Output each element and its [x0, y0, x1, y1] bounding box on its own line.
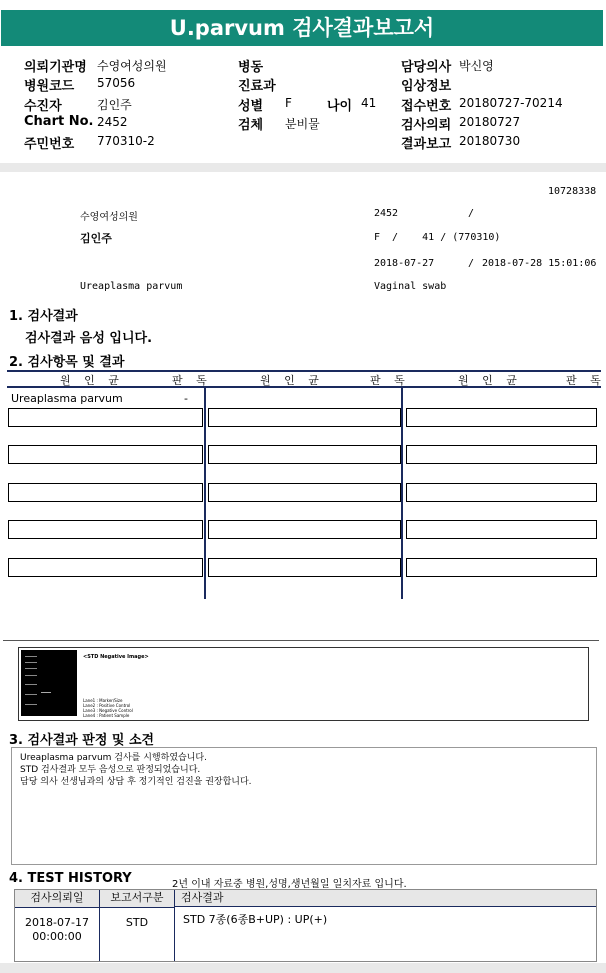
summary-slash-1: /: [468, 208, 475, 219]
hospital-code-value: 57056: [97, 76, 136, 90]
patient-label: 수진자: [24, 99, 62, 114]
grid-divider-1: [204, 386, 206, 599]
hospital-code-label: 병원코드: [24, 79, 75, 94]
empty-cell: [8, 483, 203, 502]
row1-organism: Ureaplasma parvum: [11, 392, 123, 405]
ward-label: 병동: [238, 60, 264, 75]
sex-value: F: [285, 96, 292, 110]
grid-divider-2: [401, 386, 403, 599]
empty-cell: [8, 408, 203, 427]
doctor-value: 박신영: [459, 59, 494, 73]
empty-cell: [208, 558, 401, 577]
patient-value: 김인주: [97, 98, 132, 112]
clinical-info-label: 임상정보: [401, 79, 452, 94]
empty-cell: [8, 445, 203, 464]
gel-image-panel: [18, 647, 589, 721]
summary-reported-date: 2018-07-28 15:01:06: [482, 258, 597, 269]
empty-cell: [406, 408, 597, 427]
empty-cell: [208, 520, 401, 539]
history-note: 2년 이내 자료중 병원,성명,생년월일 일치자료 입니다.: [172, 879, 407, 890]
gel-caption: <STD Negative Image>: [83, 654, 149, 660]
empty-cell: [8, 520, 203, 539]
request-date-label: 검사의뢰: [401, 118, 452, 133]
empty-cell: [208, 408, 401, 427]
opinion-line-1: Ureaplasma parvum 검사를 시행하였습니다.: [20, 753, 207, 763]
receipt-no-value: 20180727-70214: [459, 96, 563, 110]
opinion-line-3: 담당 의사 선생님과의 상담 후 정기적인 검진을 권장합니다.: [20, 777, 252, 787]
bottom-band: [0, 963, 606, 973]
section1-result: 검사결과 음성 입니다.: [25, 331, 153, 346]
receipt-no-label: 접수번호: [401, 99, 452, 114]
resident-no-label: 주민번호: [24, 137, 75, 152]
empty-cell: [208, 483, 401, 502]
section3-title: 3. 검사결과 판정 및 소견: [9, 733, 155, 748]
section4-title: 4. TEST HISTORY: [9, 871, 132, 886]
age-label: 나이: [327, 99, 353, 114]
empty-cell: [406, 445, 597, 464]
separator-band: [0, 163, 606, 172]
col1-result-head: 판 독: [172, 374, 212, 387]
history-row-result: STD 7종(6종B+UP) : UP(+): [183, 913, 328, 926]
col1-organism-head: 원 인 균: [60, 374, 124, 387]
department-label: 진료과: [238, 79, 276, 94]
col2-organism-head: 원 인 균: [260, 374, 324, 387]
empty-cell: [8, 558, 203, 577]
sex-label: 성별: [238, 99, 264, 114]
history-row-date: 2018-07-17 00:00:00: [25, 916, 89, 943]
summary-hospital: 수영여성의원: [80, 212, 138, 223]
resident-no-value: 770310-2: [97, 134, 155, 148]
hospital-value: 수영여성의원: [97, 59, 167, 73]
report-date-label: 결과보고: [401, 137, 452, 152]
summary-patient: 김인주: [80, 232, 112, 245]
image-separator: [3, 640, 599, 641]
history-table: [14, 889, 597, 962]
request-date-value: 20180727: [459, 115, 521, 129]
history-head-date: 검사의뢰일: [15, 890, 100, 908]
empty-cell: [208, 445, 401, 464]
doctor-label: 담당의사: [401, 60, 452, 75]
hospital-label: 의뢰기관명: [24, 60, 87, 75]
specimen-label: 검체: [238, 118, 264, 133]
empty-cell: [406, 483, 597, 502]
summary-specimen: Vaginal swab: [374, 281, 447, 292]
summary-chart: 2452: [374, 208, 399, 219]
history-head-type: 보고서구분: [100, 890, 175, 908]
summary-code: 10728338: [548, 186, 597, 197]
summary-slash-2: /: [468, 258, 475, 269]
history-row-type: STD: [125, 916, 149, 929]
summary-sex-age: F / 41 / (770310): [374, 232, 501, 243]
col3-result-head: 판 독: [566, 374, 606, 387]
empty-cell: [406, 558, 597, 577]
report-title: U.parvum 검사결과보고서: [1, 10, 603, 46]
specimen-value: 분비물: [285, 117, 320, 131]
chart-no-value: 2452: [97, 115, 128, 129]
empty-cell: [406, 520, 597, 539]
chart-no-label: Chart No.: [24, 114, 94, 129]
gel-legend: Lane1 : Marker/Size Lane2 : Positive Control Lane3 : Negative Control Lane4 : Patient Sample: [83, 698, 133, 718]
section1-title: 1. 검사결과: [9, 309, 78, 324]
report-date-value: 20180730: [459, 134, 521, 148]
row1-result: -: [184, 392, 188, 405]
history-head-result: 검사결과: [175, 890, 596, 907]
opinion-box: [11, 747, 597, 865]
opinion-line-2: STD 검사결과 모두 음성으로 판정되었습니다.: [20, 765, 201, 775]
age-value: 41: [361, 96, 377, 110]
summary-received-date: 2018-07-27: [374, 258, 435, 269]
col3-organism-head: 원 인 균: [458, 374, 522, 387]
gel-image: [21, 650, 77, 716]
section2-title: 2. 검사항목 및 결과: [9, 355, 125, 370]
summary-organism: Ureaplasma parvum: [80, 281, 183, 292]
col2-result-head: 판 독: [370, 374, 410, 387]
